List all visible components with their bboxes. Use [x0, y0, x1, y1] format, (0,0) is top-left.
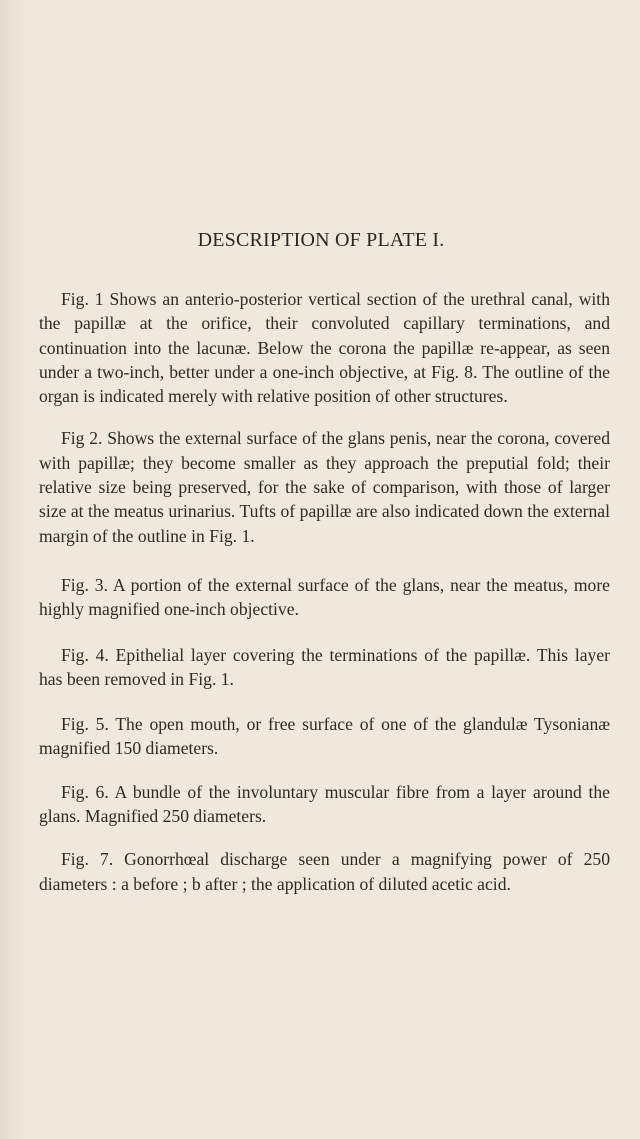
page-title: DESCRIPTION OF PLATE I. — [197, 229, 445, 251]
paragraph-fig-1: Fig. 1 Shows an anterio-posterior vertical section of the urethral canal, with the papillæ at the orifice, their convoluted capillary terminations, and continuation into the lacunæ. Below the corona the papillæ re-appear, as seen under a two-inch, better under a one-inch objective, at Fig. 8. The outline of the organ is indicated merely with relative position of other structures. — [39, 289, 610, 407]
paragraph-fig-3: Fig. 3. A portion of the external surface of the glans, near the meatus, more highly magnified one-inch objective. — [39, 574, 610, 620]
paragraph-fig-7: Fig. 7. Gonorrhœal discharge seen under a magnifying power of 250 diameters : a before ; b after ; the application of diluted acetic acid. — [39, 849, 610, 894]
paragraph-fig-4: Fig. 4. Epithelial layer covering the terminations of the papillæ. This layer has been removed in Fig. 1. — [39, 644, 610, 689]
paragraph-fig-5: Fig. 5. The open mouth, or free surface of one of the glandulæ Tysonianæ magnified 150 diameters. — [39, 714, 610, 759]
paragraph-fig-2: Fig 2. Shows the external surface of the glans penis, near the corona, covered with papillæ; they become smaller as they approach the preputial fold; their relative size being preserved, for the sake of comparison, with those of larger size at the meatus urinarius. Tufts of papillæ are also indicated down the external margin of the outline in Fig. 1. — [39, 428, 610, 546]
figure-descriptions — [39, 287, 610, 914]
paragraph-fig-6: Fig. 6. A bundle of the involuntary muscular fibre from a layer around the glans. Magnified 250 diameters. — [39, 781, 610, 827]
